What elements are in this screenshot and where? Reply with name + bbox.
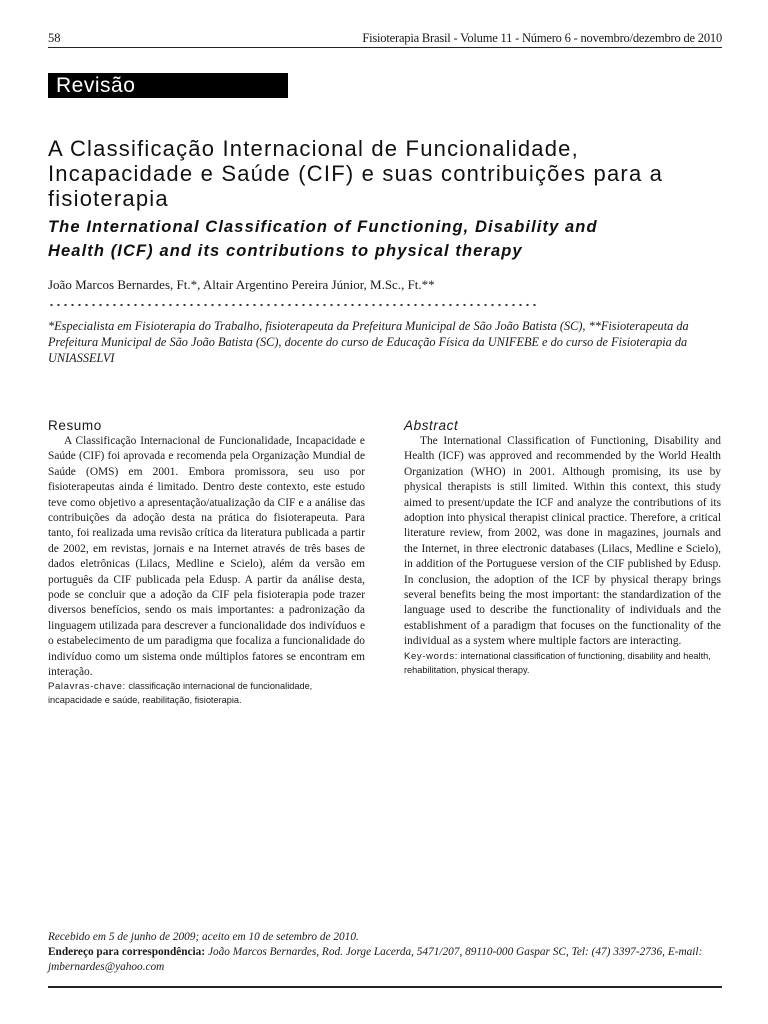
dotted-divider bbox=[48, 303, 538, 307]
resumo-heading: Resumo bbox=[48, 418, 102, 433]
correspondence-address: João Marcos Bernardes, Rod. Jorge Lacerda, 5471/207, 89110-000 Gaspar SC, Tel: (47) 3397-2736, E-mail: jmbernardes@yahoo.com bbox=[48, 946, 703, 973]
author-affiliation: *Especialista em Fisioterapia do Trabalho, fisioterapeuta da Prefeitura Municipal de São João Batista (SC), **Fisioterapeuta da Prefeitura Municipal de São João Batista (SC), docente do curso de Educação Física da UNIFEBE e do curso de Fisioterapia da UNIASSELVI bbox=[48, 319, 689, 365]
keywords-en: international classification of functioning, disability and health, rehabilitation, physical therapy. bbox=[404, 651, 711, 675]
running-header bbox=[48, 31, 722, 48]
correspondence-label: Endereço para correspondência: bbox=[48, 946, 206, 958]
abstract-heading: Abstract bbox=[404, 418, 459, 433]
article-title-english: The International Classification of Functioning, Disability and Health (ICF) and its contributions to physical therapy bbox=[48, 218, 598, 260]
received-dates: Recebido em 5 de junho de 2009; aceito em 10 de setembro de 2010. bbox=[48, 931, 359, 943]
author-list: João Marcos Bernardes, Ft.*, Altair Argentino Pereira Júnior, M.Sc., Ft.** bbox=[48, 277, 435, 292]
abstract-body: The International Classification of Functioning, Disability and Health (ICF) was approved and recommended by the World Health Organization (WHO) in 2001. Although promising, its use by physical therapists is still limited. Within this context, this study aimed to present/update the ICF and analyze the contributions of its adoption into physical therapist clinical practice. Therefore, a critical literature review, from 2002, was done in magazines, journals and the Internet, in three electronic databases (Lilacs, Medline e Scielo), in addition of the Portuguese version of the CIF published by Edusp. In conclusion, the adoption of the ICF by physical therapy brings several benefits being the most important: the standardization of the language used to describe the functionality of individuals and the establishment of a paradigm that focuses on the functionality of the individual as a system where multiple factors are interacting. bbox=[404, 435, 721, 648]
keywords-label-en: Key-words: bbox=[404, 651, 458, 662]
section-label: Revisão bbox=[48, 73, 288, 98]
journal-citation: Fisioterapia Brasil - Volume 11 - Número 6 - novembro/dezembro de 2010 bbox=[362, 31, 722, 45]
resumo-keywords bbox=[48, 680, 365, 706]
abstract-keywords bbox=[404, 650, 721, 676]
page-number: 58 bbox=[48, 31, 61, 45]
article-title-portuguese: A Classificação Internacional de Funcionalidade, Incapacidade e Saúde (CIF) e suas contribuições para a fisioterapia bbox=[48, 136, 664, 211]
keywords-label-pt: Palavras-chave: bbox=[48, 681, 126, 692]
resumo-body: A Classificação Internacional de Funcionalidade, Incapacidade e Saúde (CIF) foi aprovada e recomenda pela Organização Mundial de Saúde (OMS) em 2001. Embora promissora, seu uso por fisioterapeutas ainda é limitado. Dentro deste contexto, este estudo teve como objetivo a apresentação/atualização da CIF e a análise das contribuições da adoção desta na prática do fisioterapeuta. Para tanto, foi realizada uma revisão crítica da literatura publicada a partir de 2002, em revistas, jornais e na Internet através de três bases de dados eletrônicas (Lilacs, Medline e Scielo), além da versão em português da CIF publicada pela Edusp. A partir da análise desta, pode se concluir que a adoção da CIF pela fisioterapia pode trazer diversos benefícios, sendo os mais importantes: a padronização da linguagem utilizada para descrever a funcionalidade dos indivíduos e o estabelecimento de um paradigma que focaliza a funcionalidade do indivíduo como um sistema onde múltiplos fatores se encontram em interação. bbox=[48, 435, 365, 679]
article-footnote bbox=[48, 930, 724, 975]
bottom-rule bbox=[48, 986, 722, 988]
keywords-pt: classificação internacional de funcionalidade, incapacidade e saúde, reabilitação, fisioterapia. bbox=[48, 681, 313, 705]
